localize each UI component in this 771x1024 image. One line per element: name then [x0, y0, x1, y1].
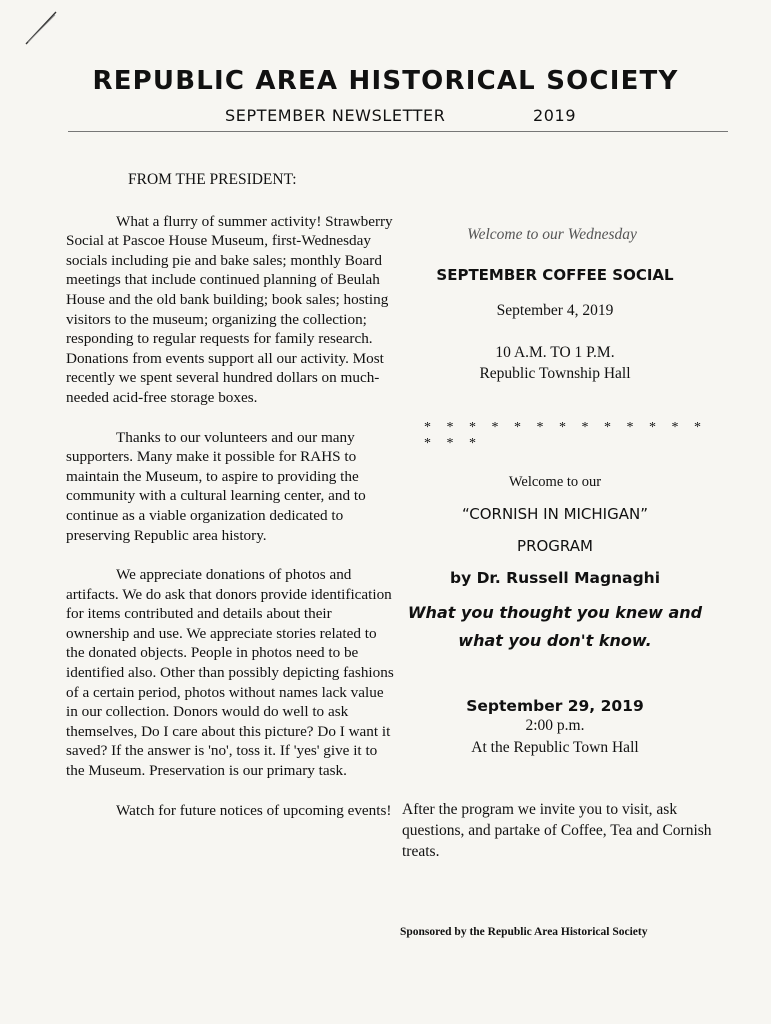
- program-invite-text: After the program we invite you to visit, ask questions, and partake of Coffee, Tea and Cornish treats.: [402, 801, 712, 860]
- president-paragraph: Watch for future notices of upcoming events!: [116, 801, 392, 819]
- program-speaker: by Dr. Russell Magnaghi: [449, 569, 661, 587]
- president-heading: FROM THE PRESIDENT:: [128, 171, 297, 188]
- newsletter-year: 2019: [533, 106, 577, 125]
- star-divider: * * * * * * * * * * * * * * * *: [424, 420, 707, 451]
- president-paragraph: Thanks to our volunteers and our many supporters. Many make it possible for RAHS to maintain the Museum, to aspire to providing the community with a cultural learning center, and to continue as a viable organization dedicated to preserving Republic area history.: [66, 428, 366, 544]
- program-title: “CORNISH IN MICHIGAN”: [462, 505, 648, 523]
- program-welcome: Welcome to our: [508, 474, 602, 490]
- president-column: [66, 170, 396, 840]
- newsletter-title: REPUBLIC AREA HISTORICAL SOCIETY: [92, 66, 679, 96]
- program-tagline-line-2: what you don't know.: [458, 631, 652, 650]
- pen-stroke-icon: [22, 8, 62, 48]
- newsletter-subtitle: SEPTEMBER NEWSLETTER: [225, 106, 446, 125]
- coffee-social-date: September 4, 2019: [496, 302, 614, 319]
- program-date: September 29, 2019: [466, 697, 644, 715]
- coffee-social-time: 10 A.M. TO 1 P.M.: [495, 344, 615, 361]
- president-paragraph: We appreciate donations of photos and artifacts. We do ask that donors provide identification for items contributed and details about their ownership and use. We appreciate stories related to the donated objects. People in photos need to be identified also. Other than possibly depicting fashions of a certain period, photos without names lack value in our collection. Donors would do well to ask themselves, Do I care about this picture? Do I want it saved? If the answer is 'no', toss it. If 'yes' give it to the Museum. Preservation is our primary task.: [66, 566, 394, 780]
- program-venue: At the Republic Town Hall: [471, 739, 639, 756]
- program-label: PROGRAM: [517, 537, 593, 555]
- program-tagline: [400, 599, 710, 655]
- program-time: 2:00 p.m.: [525, 717, 585, 734]
- coffee-social-venue: Republic Township Hall: [479, 365, 631, 382]
- masthead-divider: [68, 131, 728, 132]
- coffee-social-title: SEPTEMBER COFFEE SOCIAL: [436, 266, 674, 284]
- program-tagline-line-1: What you thought you knew and: [407, 603, 703, 622]
- events-column: [400, 226, 710, 938]
- sponsor-line: Sponsored by the Republic Area Historical Society: [400, 926, 648, 938]
- president-paragraph: What a flurry of summer activity! Strawberry Social at Pascoe House Museum, first-Wednesday socials including pie and bake sales; monthly Board meetings that include continued planning of Beulah House and the old bank building; book sales; hosting visitors to the museum; organizing the collection; responding to regular requests for family research. Donations from events support all our activity. Most recently we spent several hundred dollars on much-needed acid-free storage boxes.: [66, 212, 393, 406]
- coffee-welcome: Welcome to our Wednesday: [467, 226, 637, 243]
